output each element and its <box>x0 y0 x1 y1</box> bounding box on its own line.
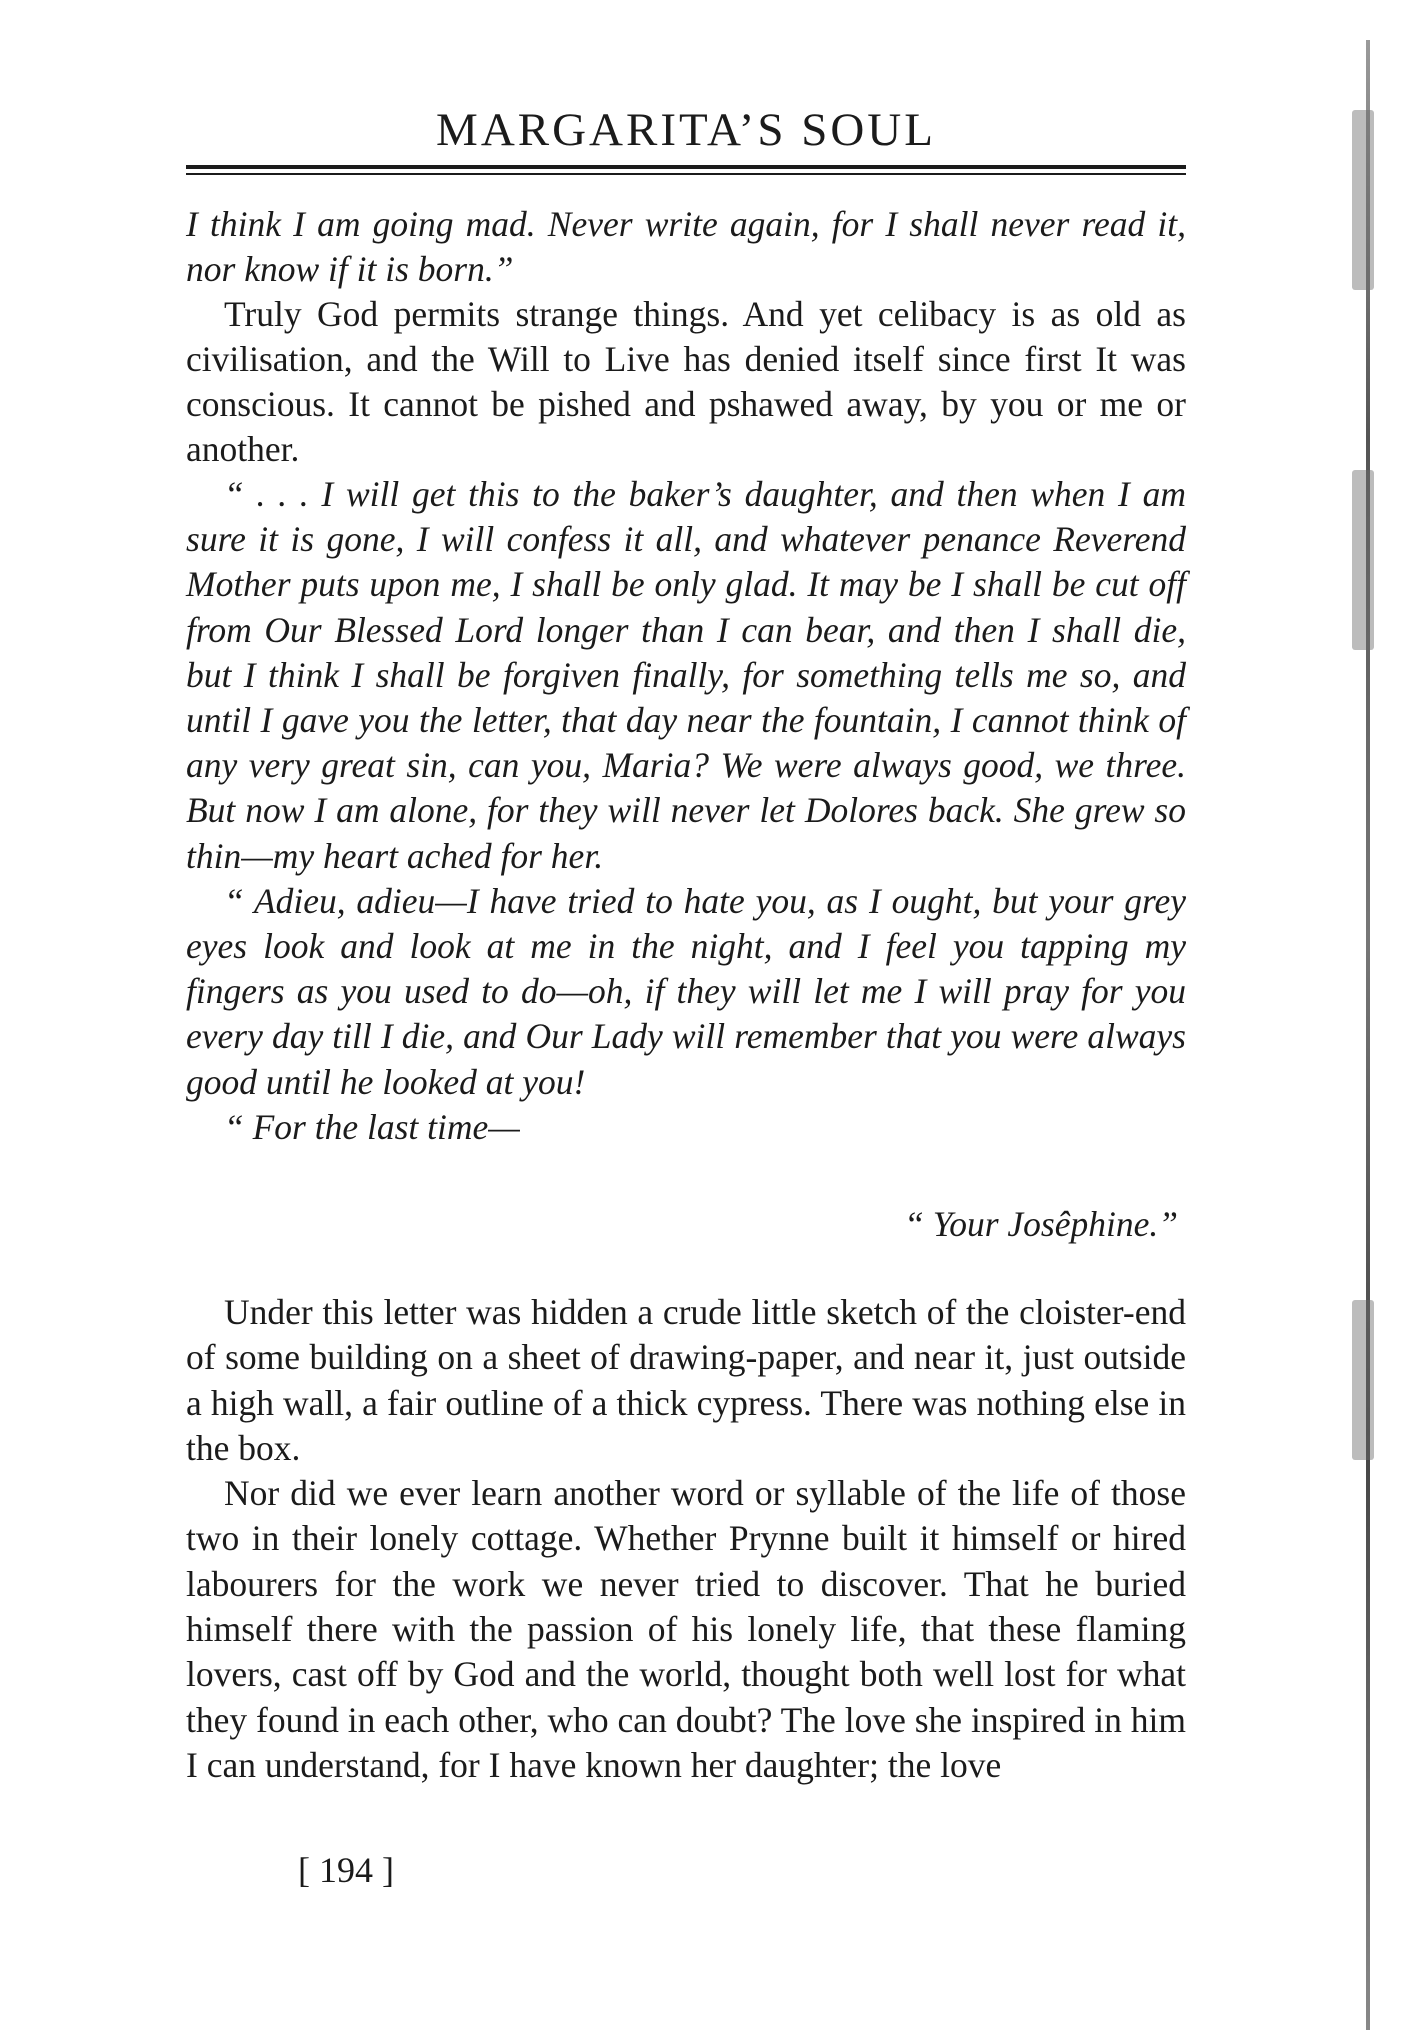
narrator-aside <box>186 292 1186 472</box>
letter-closing-paragraph: I think I am going mad. Never write again, for I shall never read it, nor know if it is born.” <box>186 204 1186 289</box>
narrative-paragraph: Under this letter was hidden a crude little sketch of the cloister-end of some building on a sheet of drawing-paper, and near it, just outside a high wall, a fair outline of a thick cypress. There was nothing else in the box. <box>186 1292 1186 1468</box>
narrator-paragraph: Truly God permits strange things. And yet celibacy is as old as civilisation, and the Will to Live has denied itself since first It was conscious. It cannot be pished and pshawed away, by you or me or another. <box>186 294 1186 469</box>
header-rule-thin <box>186 173 1186 175</box>
book-page <box>186 0 1186 2044</box>
letter-closing-text <box>186 202 1186 292</box>
letter-paragraph: “ For the last time— <box>224 1106 520 1147</box>
header-rule-thick <box>186 165 1186 169</box>
binding-gutter-mark <box>1352 110 1374 290</box>
binding-gutter-mark <box>1352 470 1374 650</box>
binding-gutter-shadow <box>1366 40 1370 2030</box>
page-number: [ 194 ] <box>298 1850 394 1890</box>
running-head: MARGARITA’S SOUL <box>436 104 936 156</box>
letter-text <box>186 472 1186 1150</box>
letter-paragraph: “ . . . I will get this to the baker’s daughter, and then when I am sure it is gone, I will confess it all, and whatever penance Reverend Mother puts upon me, I shall be only glad. It may be I shall be cut off from Our Blessed Lord longer than I can bear, and then I shall die, but I think I shall be forgiven finally, for something tells me so, and until I gave you the letter, that day near the fountain, I cannot think of any very great sin, can you, Maria? We were always good, we three. But now I am alone, for they will never let Dolores back. She grew so thin—my heart ached for her. <box>186 474 1186 876</box>
narrative-paragraph: Nor did we ever learn another word or syllable of the life of those two in their lonely cottage. Whether Prynne built it himself or hired labourers for the work we never tried to discover. That he buried himself there with the passion of his lonely life, that these flaming lovers, cast off by God and the world, thought both well lost for what they found in each other, who can doubt? The love she inspired in him I can understand, for I have known her daughter; the love <box>186 1473 1186 1785</box>
narrative-text <box>186 1290 1186 1788</box>
letter-signature: “ Your Josêphine.” <box>904 1204 1178 1244</box>
letter-paragraph: “ Adieu, adieu—I have tried to hate you, as I ought, but your grey eyes look and look at me in the night, and I feel you tapping my fingers as you used to do—oh, if they will let me I will pray for you every day till I die, and Our Lady will remember that you were always good until he looked at you! <box>186 880 1186 1102</box>
binding-gutter-mark <box>1352 1300 1374 1460</box>
